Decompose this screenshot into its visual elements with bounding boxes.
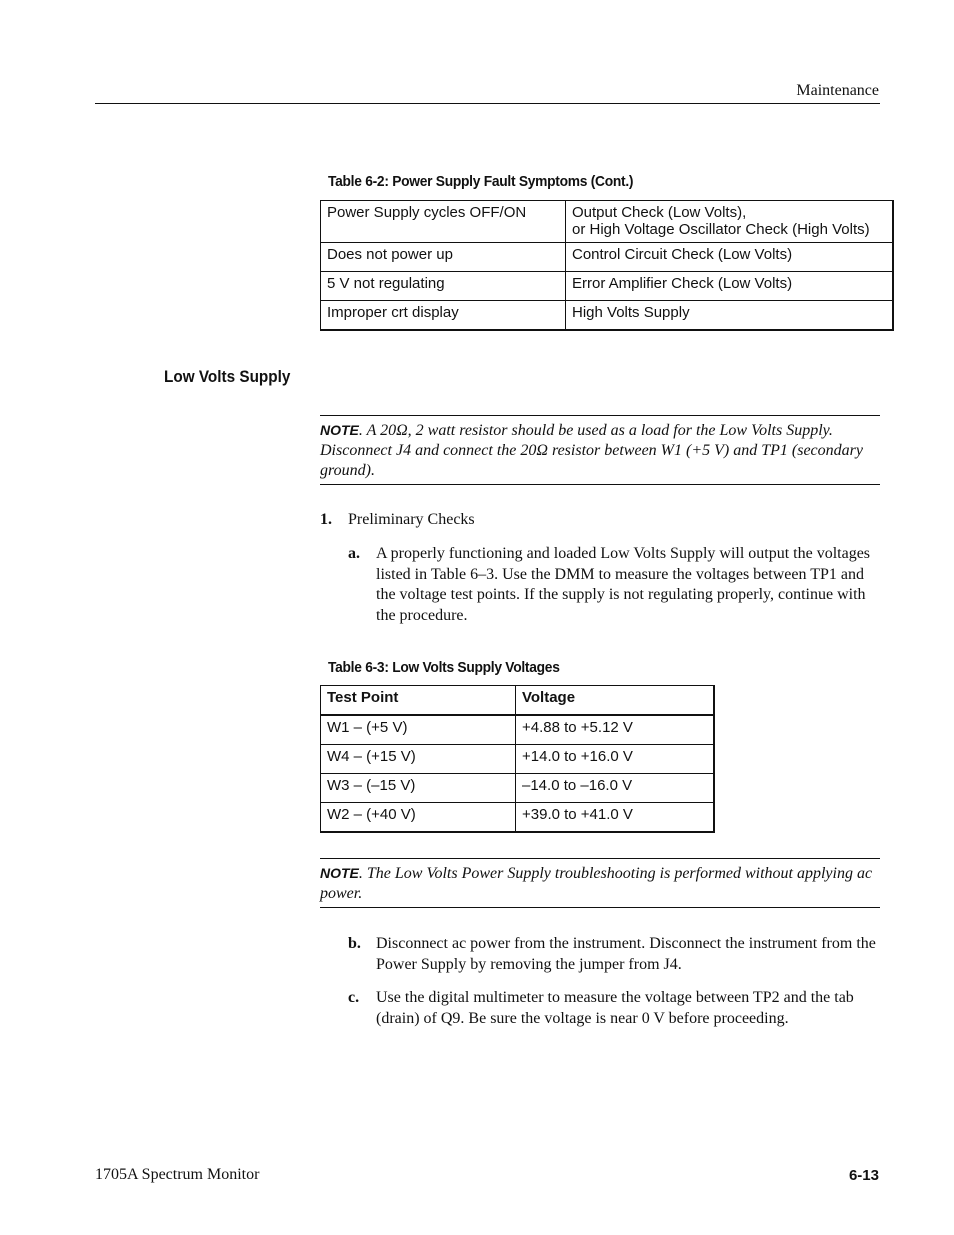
note-label: NOTE [320, 865, 359, 881]
voltage-cell: +39.0 to +41.0 V [516, 803, 715, 833]
step-a [348, 544, 880, 626]
table-row [321, 803, 715, 833]
step-b [348, 934, 880, 975]
table-row [321, 301, 894, 331]
symptom-cell: Improper crt display [321, 301, 566, 331]
check-line: Output Check (Low Volts), [572, 204, 747, 221]
step-number: 1. [320, 511, 332, 528]
note-resistor-load [320, 415, 880, 485]
step-label: a. [348, 545, 360, 562]
table-row [321, 715, 715, 745]
page-number: 6-13 [848, 1167, 879, 1184]
running-head: Maintenance [796, 82, 879, 99]
check-cell [566, 201, 894, 243]
table-row [321, 201, 894, 243]
check-cell: Error Amplifier Check (Low Volts) [566, 272, 894, 301]
header-rule [95, 103, 880, 104]
step-text: Use the digital multimeter to measure the voltage between TP2 and the tab (drain) of Q9. Be sure the voltage is near 0 V before proceeding. [376, 989, 854, 1027]
step-text: Disconnect ac power from the instrument. Disconnect the instrument from the Power Supply by removing the jumper from J4. [376, 935, 876, 973]
table-row [321, 745, 715, 774]
note-text: . A 20Ω, 2 watt resistor should be used as a load for the Low Volts Supply. Disconnect J4 and connect the 20Ω resistor between W1 (+5 V) and TP1 (secondary ground). [320, 422, 863, 479]
test-point-cell: W2 – (+40 V) [321, 803, 516, 833]
table-row [321, 774, 715, 803]
step-text: A properly functioning and loaded Low Volts Supply will output the voltages listed in Table 6–3. Use the DMM to measure the voltages between TP1 and the voltage test points. If the supply is not regulating properly, continue with the procedure. [376, 545, 871, 624]
table-6-3-caption: Table 6-3: Low Volts Supply Voltages [328, 659, 560, 676]
symptom-cell: 5 V not regulating [321, 272, 566, 301]
check-line: or High Voltage Oscillator Check (High Volts) [572, 221, 870, 238]
section-title: Low Volts Supply [164, 367, 291, 386]
step-text: Preliminary Checks [348, 511, 475, 528]
test-point-cell: W1 – (+5 V) [321, 715, 516, 745]
footer-title: 1705A Spectrum Monitor [95, 1166, 260, 1183]
table-row [321, 272, 894, 301]
symptom-cell: Does not power up [321, 243, 566, 272]
column-header: Voltage [516, 686, 715, 716]
column-header: Test Point [321, 686, 516, 716]
voltage-cell: +4.88 to +5.12 V [516, 715, 715, 745]
check-cell: High Volts Supply [566, 301, 894, 331]
voltage-cell: –14.0 to –16.0 V [516, 774, 715, 803]
step-c [348, 988, 880, 1029]
table-row [321, 243, 894, 272]
power-supply-fault-table [320, 200, 894, 331]
step-1 [320, 510, 880, 531]
note-no-ac-power [320, 858, 880, 908]
test-point-cell: W4 – (+15 V) [321, 745, 516, 774]
symptom-cell: Power Supply cycles OFF/ON [321, 201, 566, 243]
check-cell: Control Circuit Check (Low Volts) [566, 243, 894, 272]
note-label: NOTE [320, 422, 359, 438]
table-header-row [321, 686, 715, 716]
low-volts-voltage-table [320, 685, 715, 833]
step-label: b. [348, 935, 361, 952]
table-6-2-caption: Table 6-2: Power Supply Fault Symptoms (Cont.) [328, 173, 634, 190]
note-text: . The Low Volts Power Supply troubleshooting is performed without applying ac power. [320, 865, 873, 902]
step-label: c. [348, 989, 360, 1006]
test-point-cell: W3 – (–15 V) [321, 774, 516, 803]
voltage-cell: +14.0 to +16.0 V [516, 745, 715, 774]
